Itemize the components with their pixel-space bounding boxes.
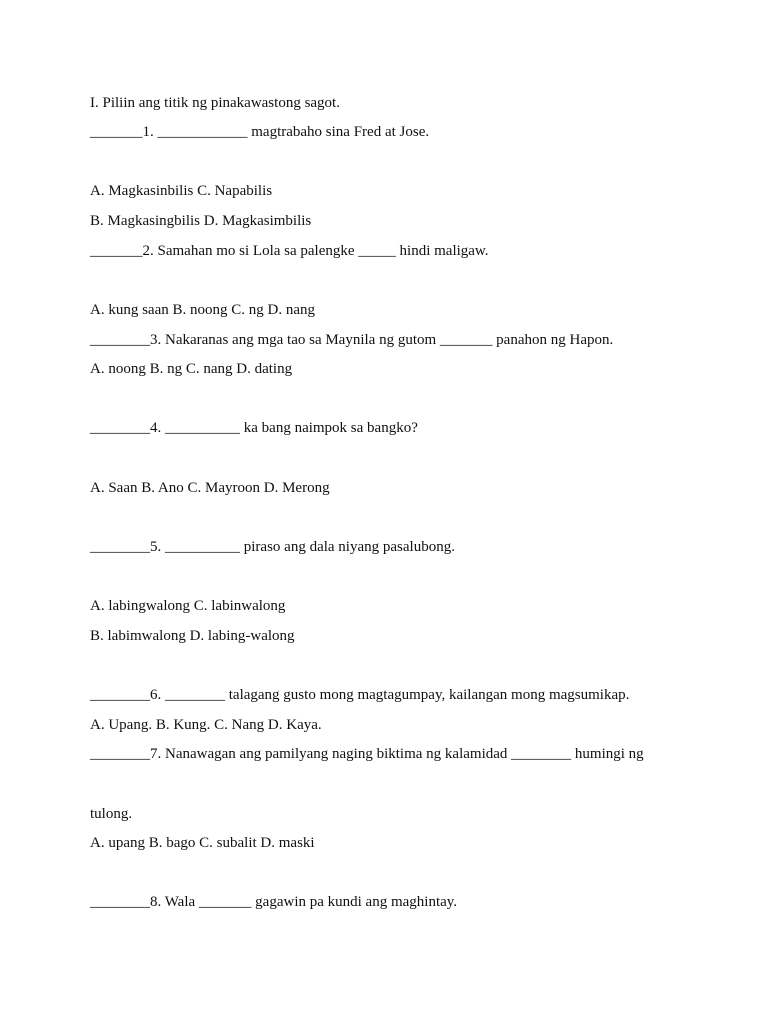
instruction-heading: I. Piliin ang titik ng pinakawastong sagot. [90, 95, 340, 111]
choices-4: A. Saan B. Ano C. Mayroon D. Merong [90, 480, 330, 496]
question-7-continued: tulong. [90, 806, 133, 822]
question-7: ________7. Nanawagan ang pamilyang naging biktima ng kalamidad ________ humingi ng [90, 746, 644, 762]
question-3: ________3. Nakaranas ang mga tao sa Maynila ng gutom _______ panahon ng Hapon. [90, 332, 614, 348]
choices-2: A. kung saan B. noong C. ng D. nang [90, 302, 315, 318]
question-4: ________4. __________ ka bang naimpok sa bangko? [90, 420, 418, 436]
choices-1b: B. Magkasingbilis D. Magkasimbilis [90, 213, 312, 229]
choices-6: A. Upang. B. Kung. C. Nang D. Kaya. [90, 717, 322, 733]
question-1: _______1. ____________ magtrabaho sina Fred at Jose. [90, 124, 430, 140]
choices-7: A. upang B. bago C. subalit D. maski [90, 835, 315, 851]
choices-1a: A. Magkasinbilis C. Napabilis [90, 183, 273, 199]
choices-5b: B. labimwalong D. labing-walong [90, 628, 295, 644]
question-5: ________5. __________ piraso ang dala niyang pasalubong. [90, 539, 455, 555]
question-2: _______2. Samahan mo si Lola sa palengke _____ hindi maligaw. [90, 243, 489, 259]
choices-3: A. noong B. ng C. nang D. dating [90, 361, 293, 377]
question-8: ________8. Wala _______ gagawin pa kundi ang maghintay. [90, 894, 458, 910]
choices-5a: A. labingwalong C. labinwalong [90, 598, 286, 614]
question-6: ________6. ________ talagang gusto mong magtagumpay, kailangan mong magsumikap. [90, 687, 630, 703]
